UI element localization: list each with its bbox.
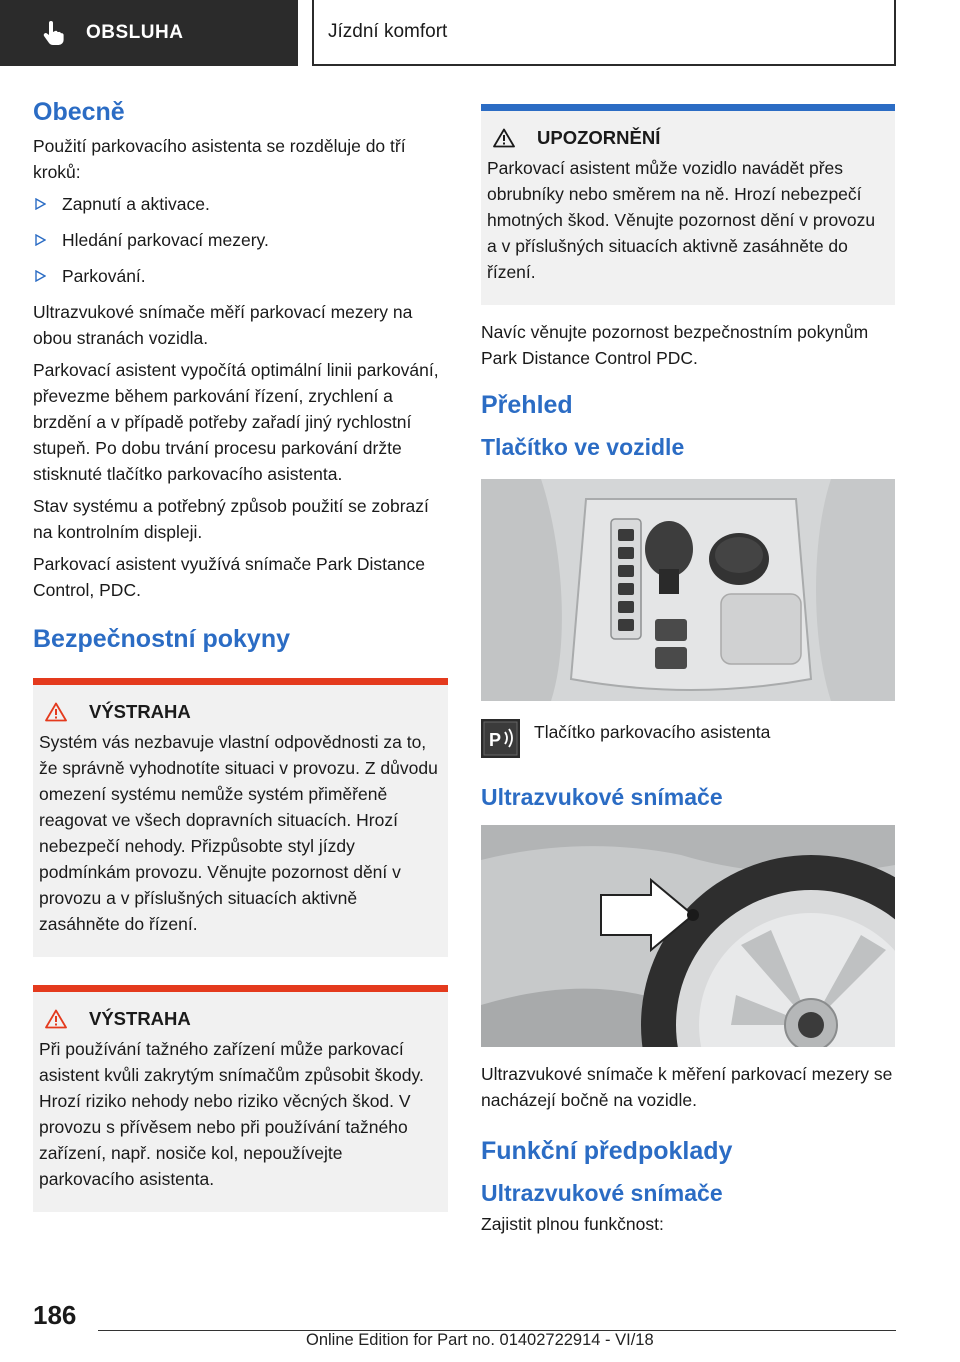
button-caption-row bbox=[481, 719, 895, 758]
sensors-caption: Ultrazvukové snímače k měření parkovací mezery se nacházejí bočně na vozidle. bbox=[481, 1064, 893, 1110]
list-item bbox=[33, 263, 448, 289]
page-number: 186 bbox=[33, 1300, 77, 1330]
warning-header bbox=[39, 701, 442, 723]
warning-triangle-icon bbox=[493, 128, 515, 148]
warning-box bbox=[33, 678, 448, 957]
heading-requirements: Funkční předpoklady bbox=[481, 1137, 733, 1165]
heading-button: Tlačítko ve vozidle bbox=[481, 434, 685, 460]
button-caption: Tlačítko parkovacího asistenta bbox=[534, 722, 771, 742]
warning-title: VÝSTRAHA bbox=[89, 701, 191, 722]
park-assist-button-icon bbox=[481, 719, 520, 758]
warning-text: Při používání tažného zařízení může parkovací asistent kvůli zakrytým snímačům způsobit škody. Hrozí riziko nehody nebo riziko věcných škod. V provozu s přívěsem nebo při používání tažného zařízení, např. nosiče kol, nepoužívejte parkovacího asistenta. bbox=[39, 1039, 424, 1189]
sensor-photo bbox=[481, 825, 895, 1047]
warning-box bbox=[33, 985, 448, 1212]
breadcrumb bbox=[312, 0, 896, 66]
paragraph-calculation: Parkovací asistent vypočítá optimální linii parkování, převezme během parkování řízení, zrychlení a brzdění a v případě potřeby zařadí jiný rychlostní stupeň. Po dobu trvání procesu parkování držte stisknuté tlačítko parkovacího asistenta. bbox=[33, 360, 439, 484]
caution-text: Parkovací asistent může vozidlo navádět přes obrubníky nebo směrem na ně. Hrozí nebezpečí hmotných škod. Věnujte pozornost dění v provozu a v příslušných situacích aktivně zasáhněte do řízení. bbox=[487, 158, 876, 282]
paragraph-pdc: Parkovací asistent využívá snímače Park Distance Control, PDC. bbox=[33, 554, 425, 600]
warning-header bbox=[39, 1008, 442, 1030]
caution-header bbox=[487, 127, 889, 149]
step-text: Parkování. bbox=[62, 266, 146, 286]
step-text: Hledání parkovací mezery. bbox=[62, 230, 269, 250]
svg-text:P: P bbox=[489, 730, 502, 750]
warning-triangle-icon bbox=[45, 702, 67, 722]
right-column bbox=[481, 104, 895, 1243]
edition-text: Online Edition for Part no. 01402722914 - VI/18 bbox=[306, 1331, 654, 1349]
paragraph-intro: Použití parkovacího asistenta se rozděluje do tří kroků: bbox=[33, 136, 406, 182]
triangle-bullet-icon bbox=[35, 234, 46, 246]
section-tab-label: OBSLUHA bbox=[86, 22, 184, 43]
console-photo bbox=[481, 479, 895, 701]
page-footer bbox=[0, 1300, 960, 1362]
heading-sensors: Ultrazvukové snímače bbox=[481, 784, 723, 810]
heading-sensors-2: Ultrazvukové snímače bbox=[481, 1180, 723, 1206]
heading-overview: Přehled bbox=[481, 391, 573, 419]
caution-box bbox=[481, 104, 895, 305]
list-item bbox=[33, 227, 448, 253]
warning-triangle-icon bbox=[45, 1009, 67, 1029]
sensor-illustration bbox=[481, 825, 895, 1047]
hand-pointer-icon bbox=[40, 19, 68, 47]
warning-text: Systém vás nezbavuje vlastní odpovědnosti za to, že správně vyhodnotíte situaci v provozu. Z důvodu omezení systému nemůže systém přiměřeně reagovat ve všech dopravních situacích. Hrozí nebezpečí nehody. Přizpůsobte styl jízdy podmínkám provozu. Věnujte pozornost dění v provozu a v příslušných situacích aktivně zasáhněte do řízení. bbox=[39, 732, 438, 934]
heading-safety: Bezpečnostní pokyny bbox=[33, 625, 290, 653]
warning-title: VÝSTRAHA bbox=[89, 1008, 191, 1029]
steps-list bbox=[33, 191, 448, 289]
heading-general: Obecně bbox=[33, 98, 125, 126]
triangle-bullet-icon bbox=[35, 198, 46, 210]
triangle-bullet-icon bbox=[35, 270, 46, 282]
breadcrumb-label: Jízdní komfort bbox=[328, 21, 448, 42]
section-tab bbox=[0, 0, 298, 66]
list-item bbox=[33, 191, 448, 217]
console-illustration bbox=[481, 479, 895, 701]
paragraph-note: Navíc věnujte pozornost bezpečnostním pokynům Park Distance Control PDC. bbox=[481, 322, 869, 368]
paragraph-display: Stav systému a potřebný způsob použití se zobrazí na kontrolním displeji. bbox=[33, 496, 429, 542]
left-column bbox=[33, 98, 448, 1212]
paragraph-functionality: Zajistit plnou funkčnost: bbox=[481, 1214, 664, 1234]
caution-title: UPOZORNĚNÍ bbox=[537, 127, 661, 148]
paragraph-sensors: Ultrazvukové snímače měří parkovací mezery na obou stranách vozidla. bbox=[33, 302, 413, 348]
step-text: Zapnutí a aktivace. bbox=[62, 194, 210, 214]
